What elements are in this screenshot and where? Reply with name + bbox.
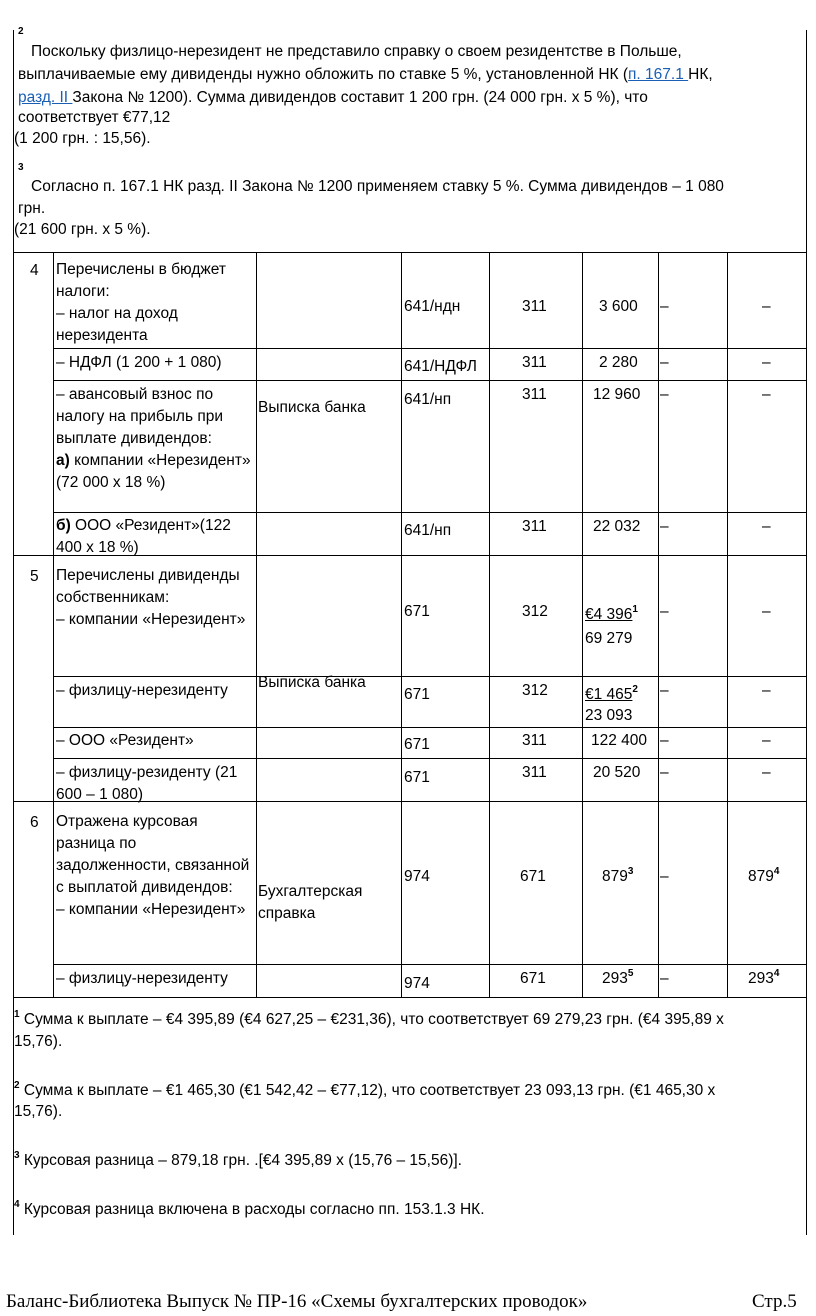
note-text: грн. xyxy=(18,200,46,217)
note-text: соответствует €77,12 xyxy=(18,109,171,126)
note-text: Поскольку физлицо-нерезидент не представило справку о своем резидентстве в Польше, xyxy=(31,43,682,60)
operation-text: – физлицу-резиденту (21 600 – 1 080) xyxy=(56,764,238,803)
footnote: $^3$ Курсовая разница – 879,18 грн. .[€4 395,89 х (15,76 – 15,56)]. xyxy=(14,1149,462,1169)
dash: – xyxy=(660,603,669,620)
operation-text: – физлицу-нерезиденту xyxy=(56,970,228,987)
credit-account: 311 xyxy=(522,518,547,535)
amount-currency: €4 $396^1$ xyxy=(585,603,638,623)
amount: $293^5$ xyxy=(602,967,634,987)
dash: – xyxy=(660,732,669,749)
page-footer-title: Баланс-Библиотека Выпуск № ПР-16 «Схемы бухгалтерских проводок» xyxy=(6,1291,588,1312)
law-link[interactable]: разд. II xyxy=(18,89,73,106)
page-number: Стр.5 xyxy=(752,1291,797,1312)
dash: – xyxy=(762,764,771,781)
footnote: $^4$ Курсовая разница включена в расходы согласно пп. 153.1.3 НК. xyxy=(14,1198,485,1218)
law-link[interactable]: п. 167.1 xyxy=(628,66,689,83)
dash: – xyxy=(660,518,669,535)
credit-account: 311 xyxy=(522,386,547,403)
footnote: 15,76). xyxy=(14,1103,63,1120)
source-document: Выписка банка xyxy=(258,399,366,416)
dash: – xyxy=(660,298,669,315)
dash: – xyxy=(762,732,771,749)
debit-account: 671 xyxy=(404,769,430,786)
source-document: Выписка банка xyxy=(258,674,366,691)
dash: – xyxy=(762,386,771,403)
amount-currency: €1 $465^2$ xyxy=(585,683,638,703)
credit-account: 311 xyxy=(522,298,547,315)
operation-text: б) ООО «Резидент»(122 400 х 18 %) xyxy=(56,517,231,556)
dash: – xyxy=(762,298,771,315)
dash: – xyxy=(660,386,669,403)
debit-account: 641/НДФЛ xyxy=(404,358,477,375)
footnote: $^1$ Сумма к выплате – €4 395,89 (€4 627,25 – €231,36), что соответствует 69 279,23 грн. (€4 395,89 х xyxy=(14,1008,724,1028)
dash: – xyxy=(762,682,771,699)
dash: – xyxy=(762,354,771,371)
amount-uah: 69 279 xyxy=(585,630,633,647)
amount: 22 032 xyxy=(593,518,641,535)
amount: $879^3$ xyxy=(602,865,634,885)
row-number: 6 xyxy=(30,814,39,831)
dash: – xyxy=(660,682,669,699)
dash: – xyxy=(762,518,771,535)
amount-uah: 23 093 xyxy=(585,707,633,724)
footnote-mark: 2 xyxy=(18,25,24,37)
debit-account: 641/нп xyxy=(404,522,452,539)
note-text: Согласно п. 167.1 НК разд. II Закона № 1200 применяем ставку 5 %. Сумма дивидендов – 1 080 xyxy=(31,178,724,195)
row-number: 4 xyxy=(30,262,39,279)
credit-account: 671 xyxy=(520,868,546,885)
amount: $879^4$ xyxy=(748,865,780,885)
debit-account: 974 xyxy=(404,868,430,885)
dash: – xyxy=(660,868,669,885)
amount: 3 600 xyxy=(599,298,638,315)
dash: – xyxy=(660,354,669,371)
operation-text: Отражена курсовая разница по задолженности, связанной с выплатой дивидендов: – компании «Нерезидент» xyxy=(56,813,250,918)
note-text: (1 200 грн. : 15,56). xyxy=(14,130,151,147)
operation-text: Перечислены в бюджет налоги: – налог на доход нерезидента xyxy=(56,261,226,344)
operation-text: – авансовый взнос по налогу на прибыль при выплате дивидендов: а) компании «Нерезидент» (72 000 х 18 %) xyxy=(56,386,251,491)
credit-account: 312 xyxy=(522,682,548,699)
debit-account: 671 xyxy=(404,603,430,620)
dash: – xyxy=(762,603,771,620)
note-text: разд. II Закона № 1200). Сумма дивидендов составит 1 200 грн. (24 000 грн. х 5 %), что xyxy=(18,89,648,106)
credit-account: 312 xyxy=(522,603,548,620)
credit-account: 671 xyxy=(520,970,546,987)
debit-account: 974 xyxy=(404,975,430,992)
credit-account: 311 xyxy=(522,354,547,371)
note-text: (21 600 грн. х 5 %). xyxy=(14,221,151,238)
footnote: 15,76). xyxy=(14,1033,63,1050)
operation-text: – ООО «Резидент» xyxy=(56,732,194,749)
amount: 122 400 xyxy=(591,732,648,749)
credit-account: 311 xyxy=(522,764,547,781)
debit-account: 641/ндн xyxy=(404,298,461,315)
dash: – xyxy=(660,764,669,781)
amount: 20 520 xyxy=(593,764,641,781)
amount: 12 960 xyxy=(593,386,641,403)
operation-text: Перечислены дивиденды собственникам: – компании «Нерезидент» xyxy=(56,567,246,628)
debit-account: 671 xyxy=(404,736,430,753)
operation-text: – НДФЛ (1 200 + 1 080) xyxy=(56,354,222,371)
operation-text: – физлицу-нерезиденту xyxy=(56,682,228,699)
footnote: $^2$ Сумма к выплате – €1 465,30 (€1 542,42 – €77,12), что соответствует 23 093,13 грн. (€1 465,30 х xyxy=(14,1079,716,1099)
credit-account: 311 xyxy=(522,732,547,749)
source-document: Бухгалтерская справка xyxy=(258,883,363,922)
row-number: 5 xyxy=(30,568,39,585)
footnote-mark: 3 xyxy=(18,161,24,173)
amount: 2 280 xyxy=(599,354,638,371)
dash: – xyxy=(660,970,669,987)
debit-account: 641/нп xyxy=(404,391,452,408)
note-text: выплачиваемые ему дивиденды нужно обложить по ставке 5 %, установленной НК (п. 167.1 НК, xyxy=(18,66,713,83)
amount: $293^4$ xyxy=(748,967,780,987)
debit-account: 671 xyxy=(404,686,430,703)
